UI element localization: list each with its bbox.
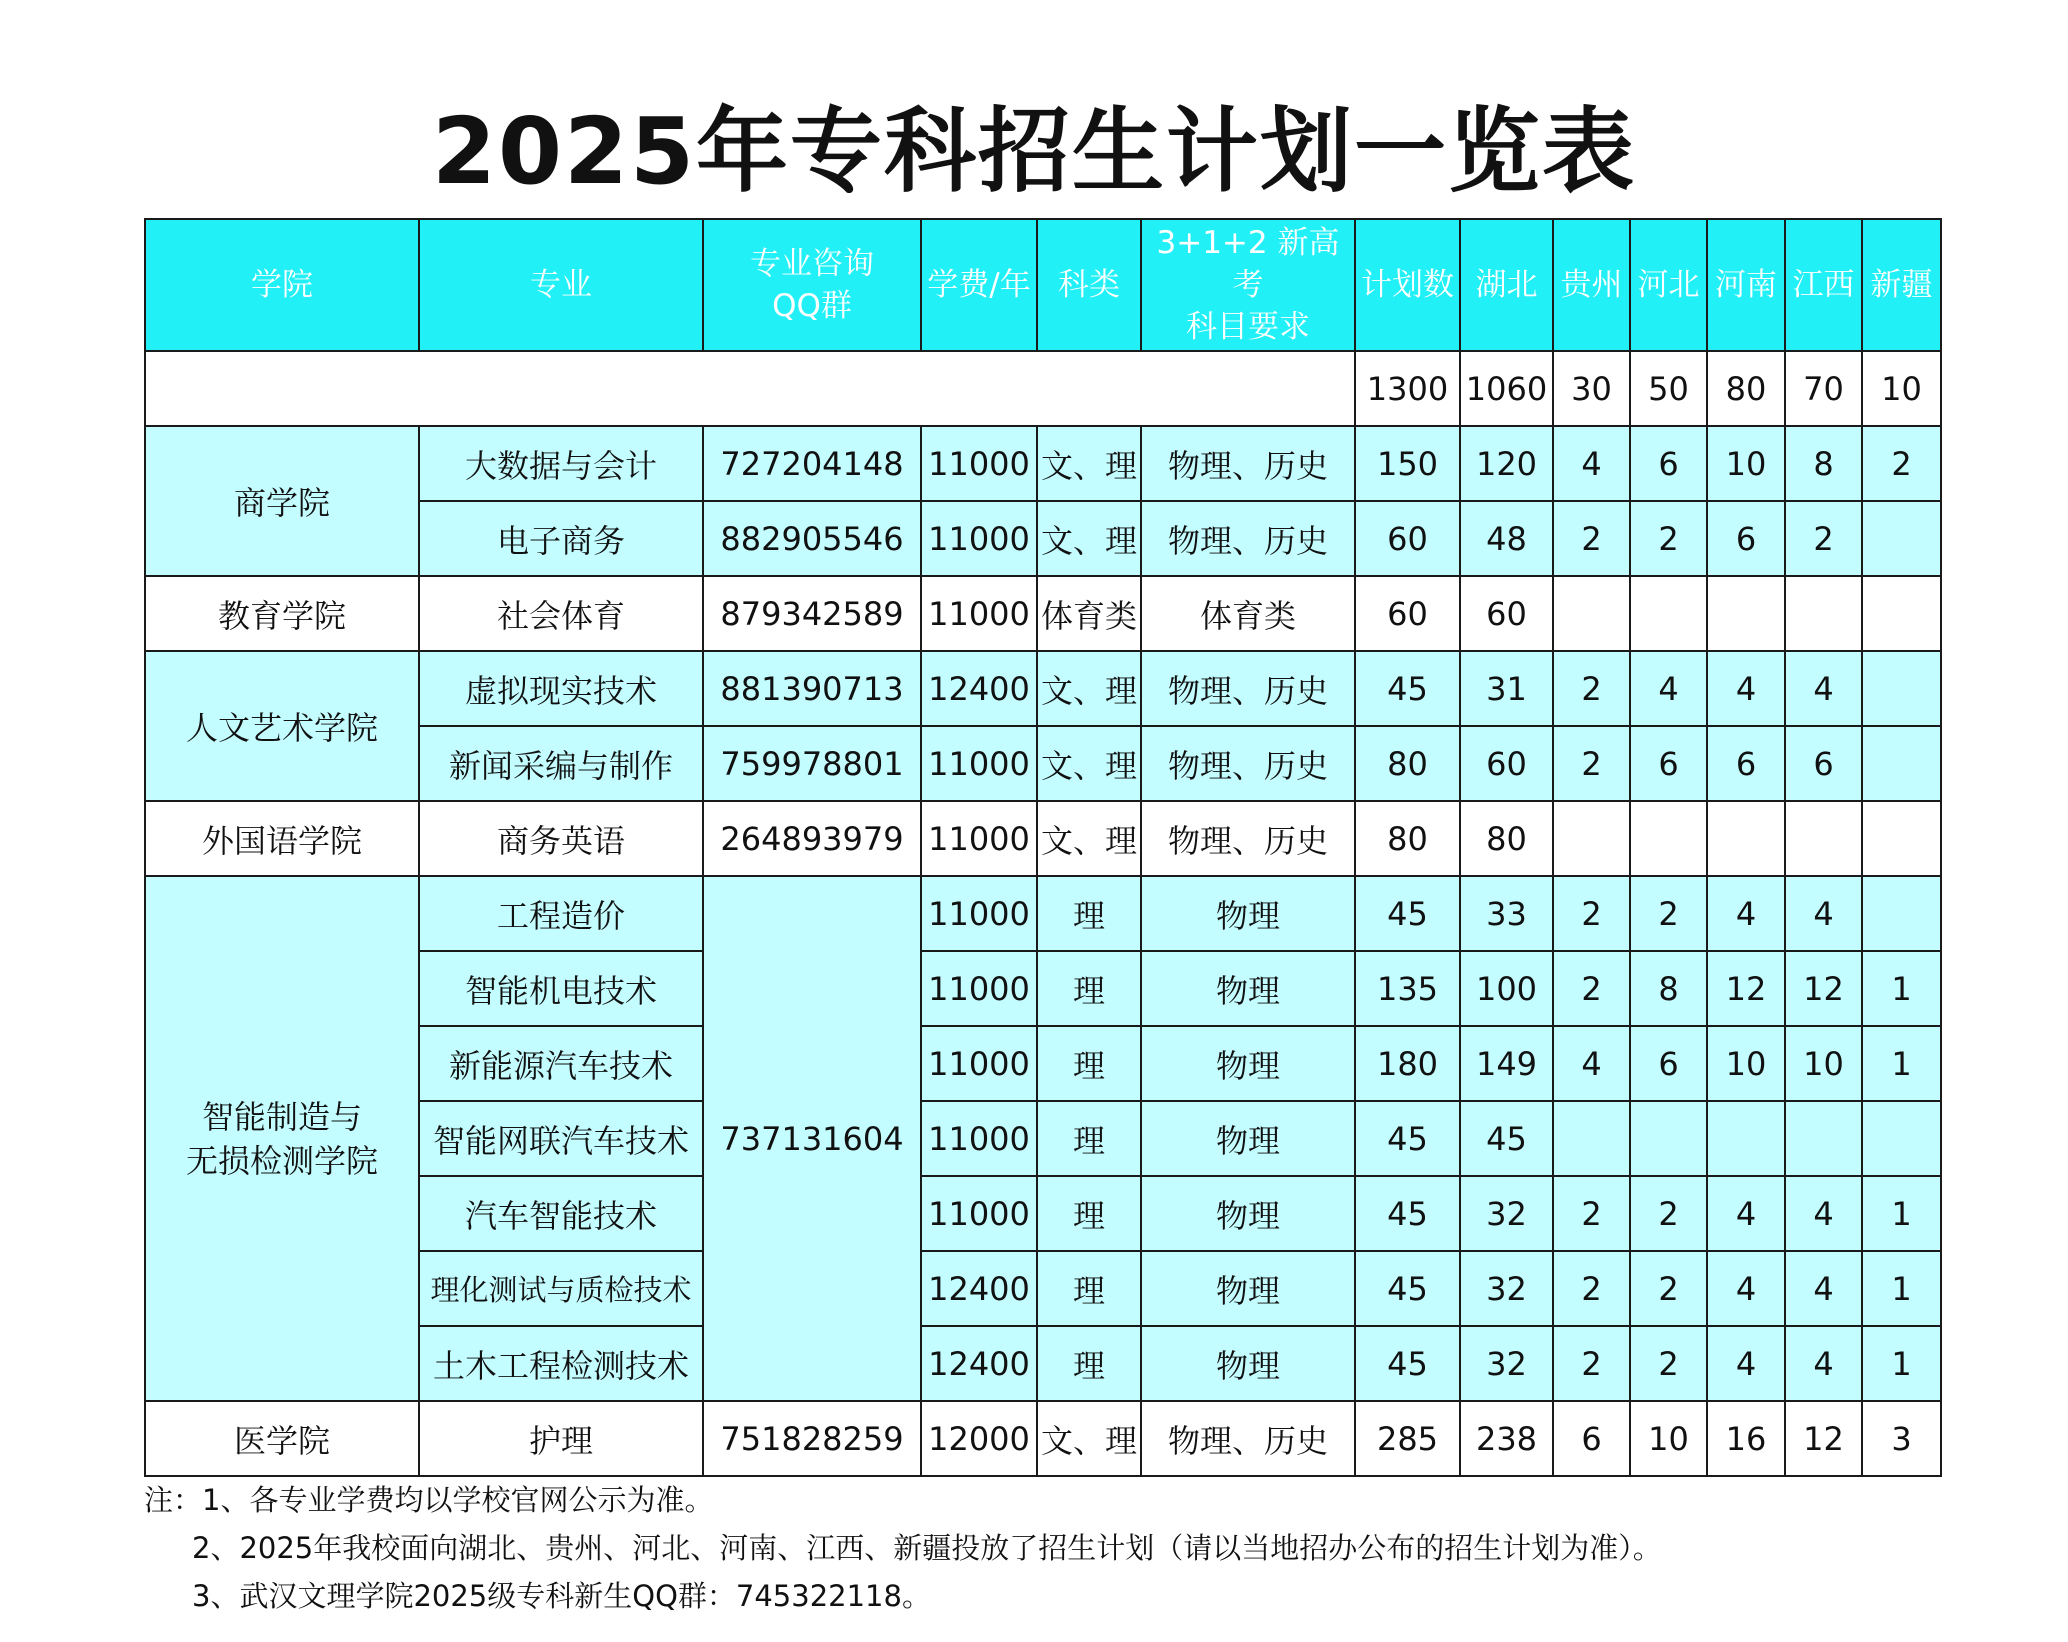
category-cell: 理 (1037, 876, 1141, 951)
hubei-cell: 60 (1460, 726, 1553, 801)
hubei-cell: 80 (1460, 801, 1553, 876)
header-guizhou: 贵州 (1553, 219, 1630, 351)
xinjiang-cell (1862, 801, 1941, 876)
header-qq: 专业咨询 QQ群 (703, 219, 921, 351)
total-hubei: 1060 (1460, 351, 1553, 426)
plan-cell: 45 (1355, 1101, 1460, 1176)
header-tuition: 学费/年 (921, 219, 1037, 351)
xinjiang-cell: 3 (1862, 1401, 1941, 1476)
total-guizhou: 30 (1553, 351, 1630, 426)
guizhou-cell (1553, 576, 1630, 651)
guizhou-cell: 2 (1553, 951, 1630, 1026)
qq-cell: 882905546 (703, 501, 921, 576)
hebei-cell: 6 (1630, 426, 1707, 501)
hubei-cell: 120 (1460, 426, 1553, 501)
hubei-cell: 60 (1460, 576, 1553, 651)
henan-cell (1707, 1101, 1785, 1176)
hubei-cell: 48 (1460, 501, 1553, 576)
hubei-cell: 32 (1460, 1176, 1553, 1251)
tuition-cell: 11000 (921, 576, 1037, 651)
plan-cell: 80 (1355, 726, 1460, 801)
subject-req-cell: 物理 (1141, 951, 1355, 1026)
henan-cell: 4 (1707, 1251, 1785, 1326)
henan-cell: 6 (1707, 726, 1785, 801)
major-cell: 虚拟现实技术 (419, 651, 703, 726)
hebei-cell (1630, 1101, 1707, 1176)
xinjiang-cell (1862, 876, 1941, 951)
tuition-cell: 11000 (921, 801, 1037, 876)
subject-req-cell: 物理 (1141, 1176, 1355, 1251)
henan-cell: 10 (1707, 1026, 1785, 1101)
hebei-cell: 6 (1630, 1026, 1707, 1101)
henan-cell: 4 (1707, 1176, 1785, 1251)
college-cell: 人文艺术学院 (145, 651, 419, 801)
header-major: 专业 (419, 219, 703, 351)
jiangxi-cell (1785, 1101, 1862, 1176)
header-subject-req: 3+1+2 新高考 科目要求 (1141, 219, 1355, 351)
subject-req-cell: 物理、历史 (1141, 651, 1355, 726)
qq-cell: 879342589 (703, 576, 921, 651)
henan-cell: 12 (1707, 951, 1785, 1026)
henan-cell: 4 (1707, 1326, 1785, 1401)
plan-cell: 150 (1355, 426, 1460, 501)
jiangxi-cell: 6 (1785, 726, 1862, 801)
guizhou-cell: 4 (1553, 426, 1630, 501)
xinjiang-cell (1862, 726, 1941, 801)
guizhou-cell: 2 (1553, 651, 1630, 726)
hubei-cell: 32 (1460, 1326, 1553, 1401)
category-cell: 理 (1037, 1026, 1141, 1101)
category-cell: 文、理 (1037, 501, 1141, 576)
plan-cell: 80 (1355, 801, 1460, 876)
hebei-cell: 2 (1630, 1251, 1707, 1326)
hebei-cell: 8 (1630, 951, 1707, 1026)
college-cell: 医学院 (145, 1401, 419, 1476)
qq-cell: 751828259 (703, 1401, 921, 1476)
major-cell: 电子商务 (419, 501, 703, 576)
category-cell: 体育类 (1037, 576, 1141, 651)
tuition-cell: 12400 (921, 651, 1037, 726)
guizhou-cell: 2 (1553, 1176, 1630, 1251)
major-cell: 护理 (419, 1401, 703, 1476)
henan-cell (1707, 801, 1785, 876)
hebei-cell: 2 (1630, 876, 1707, 951)
major-cell: 新闻采编与制作 (419, 726, 703, 801)
jiangxi-cell: 4 (1785, 1326, 1862, 1401)
category-cell: 文、理 (1037, 726, 1141, 801)
hubei-cell: 31 (1460, 651, 1553, 726)
category-cell: 文、理 (1037, 801, 1141, 876)
subject-req-cell: 物理、历史 (1141, 726, 1355, 801)
total-hebei: 50 (1630, 351, 1707, 426)
plan-cell: 180 (1355, 1026, 1460, 1101)
hebei-cell: 2 (1630, 501, 1707, 576)
table-row (145, 1401, 1941, 1476)
major-cell: 新能源汽车技术 (419, 1026, 703, 1101)
guizhou-cell (1553, 1101, 1630, 1176)
xinjiang-cell (1862, 576, 1941, 651)
header-category: 科类 (1037, 219, 1141, 351)
tuition-cell: 11000 (921, 1101, 1037, 1176)
henan-cell: 4 (1707, 876, 1785, 951)
major-cell: 智能机电技术 (419, 951, 703, 1026)
guizhou-cell: 2 (1553, 501, 1630, 576)
subject-req-cell: 物理、历史 (1141, 1401, 1355, 1476)
qq-cell: 759978801 (703, 726, 921, 801)
tuition-cell: 11000 (921, 951, 1037, 1026)
qq-cell: 881390713 (703, 651, 921, 726)
xinjiang-cell (1862, 501, 1941, 576)
hebei-cell: 2 (1630, 1176, 1707, 1251)
category-cell: 理 (1037, 951, 1141, 1026)
tuition-cell: 12000 (921, 1401, 1037, 1476)
tuition-cell: 12400 (921, 1326, 1037, 1401)
total-jiangxi: 70 (1785, 351, 1862, 426)
hubei-cell: 33 (1460, 876, 1553, 951)
qq-cell: 727204148 (703, 426, 921, 501)
total-henan: 80 (1707, 351, 1785, 426)
plan-cell: 135 (1355, 951, 1460, 1026)
guizhou-cell: 6 (1553, 1401, 1630, 1476)
jiangxi-cell: 2 (1785, 501, 1862, 576)
xinjiang-cell: 1 (1862, 1326, 1941, 1401)
hebei-cell: 2 (1630, 1326, 1707, 1401)
guizhou-cell: 2 (1553, 876, 1630, 951)
hubei-cell: 45 (1460, 1101, 1553, 1176)
subject-req-cell: 物理 (1141, 876, 1355, 951)
henan-cell: 16 (1707, 1401, 1785, 1476)
table-row (145, 576, 1941, 651)
henan-cell: 4 (1707, 651, 1785, 726)
major-cell: 工程造价 (419, 876, 703, 951)
note-3: 3、武汉文理学院2025级专科新生QQ群：745322118。 (192, 1579, 931, 1613)
xinjiang-cell (1862, 651, 1941, 726)
tuition-cell: 11000 (921, 876, 1037, 951)
hebei-cell: 6 (1630, 726, 1707, 801)
hubei-cell: 32 (1460, 1251, 1553, 1326)
subject-req-cell: 物理 (1141, 1326, 1355, 1401)
subject-req-cell: 体育类 (1141, 576, 1355, 651)
xinjiang-cell: 1 (1862, 951, 1941, 1026)
subject-req-cell: 物理 (1141, 1101, 1355, 1176)
category-cell: 理 (1037, 1326, 1141, 1401)
hebei-cell (1630, 801, 1707, 876)
major-cell: 土木工程检测技术 (419, 1326, 703, 1401)
category-cell: 文、理 (1037, 651, 1141, 726)
plan-cell: 45 (1355, 876, 1460, 951)
major-cell: 商务英语 (419, 801, 703, 876)
category-cell: 文、理 (1037, 426, 1141, 501)
page-title: 2025年专科招生计划一览表 (431, 98, 1637, 205)
henan-cell: 10 (1707, 426, 1785, 501)
hubei-cell: 100 (1460, 951, 1553, 1026)
tuition-cell: 11000 (921, 726, 1037, 801)
table-row (145, 426, 1941, 501)
plan-cell: 60 (1355, 501, 1460, 576)
jiangxi-cell: 10 (1785, 1026, 1862, 1101)
college-cell: 教育学院 (145, 576, 419, 651)
xinjiang-cell: 1 (1862, 1251, 1941, 1326)
note-1: 注：1、各专业学费均以学校官网公示为准。 (144, 1483, 714, 1517)
header-row (145, 219, 1941, 351)
qq-cell: 264893979 (703, 801, 921, 876)
hubei-cell: 238 (1460, 1401, 1553, 1476)
table-row (145, 801, 1941, 876)
guizhou-cell: 4 (1553, 1026, 1630, 1101)
major-cell: 理化测试与质检技术 (419, 1251, 703, 1326)
subject-req-cell: 物理、历史 (1141, 801, 1355, 876)
jiangxi-cell: 4 (1785, 1251, 1862, 1326)
tuition-cell: 11000 (921, 501, 1037, 576)
guizhou-cell (1553, 801, 1630, 876)
tuition-cell: 11000 (921, 1176, 1037, 1251)
guizhou-cell: 2 (1553, 1326, 1630, 1401)
major-cell: 大数据与会计 (419, 426, 703, 501)
plan-cell: 45 (1355, 1326, 1460, 1401)
college-cell: 商学院 (145, 426, 419, 576)
xinjiang-cell: 1 (1862, 1026, 1941, 1101)
guizhou-cell: 2 (1553, 1251, 1630, 1326)
major-cell: 汽车智能技术 (419, 1176, 703, 1251)
henan-cell: 6 (1707, 501, 1785, 576)
totals-row (145, 351, 1941, 426)
notes (144, 1476, 1662, 1620)
header-jiangxi: 江西 (1785, 219, 1862, 351)
jiangxi-cell: 8 (1785, 426, 1862, 501)
xinjiang-cell: 1 (1862, 1176, 1941, 1251)
jiangxi-cell (1785, 576, 1862, 651)
subject-req-cell: 物理、历史 (1141, 501, 1355, 576)
header-xinjiang: 新疆 (1862, 219, 1941, 351)
total-xinjiang: 10 (1862, 351, 1941, 426)
jiangxi-cell (1785, 801, 1862, 876)
jiangxi-cell: 4 (1785, 1176, 1862, 1251)
category-cell: 文、理 (1037, 1401, 1141, 1476)
note-2: 2、2025年我校面向湖北、贵州、河北、河南、江西、新疆投放了招生计划（请以当地招办公布的招生计划为准）。 (192, 1531, 1662, 1565)
header-henan: 河南 (1707, 219, 1785, 351)
category-cell: 理 (1037, 1101, 1141, 1176)
college-cell: 外国语学院 (145, 801, 419, 876)
tuition-cell: 11000 (921, 1026, 1037, 1101)
hebei-cell (1630, 576, 1707, 651)
header-college: 学院 (145, 219, 419, 351)
plan-cell: 45 (1355, 1176, 1460, 1251)
header-hebei: 河北 (1630, 219, 1707, 351)
qq-cell: 737131604 (703, 876, 921, 1401)
jiangxi-cell: 12 (1785, 951, 1862, 1026)
jiangxi-cell: 12 (1785, 1401, 1862, 1476)
xinjiang-cell: 2 (1862, 426, 1941, 501)
henan-cell (1707, 576, 1785, 651)
table-row (145, 651, 1941, 726)
jiangxi-cell: 4 (1785, 876, 1862, 951)
header-plan: 计划数 (1355, 219, 1460, 351)
subject-req-cell: 物理 (1141, 1026, 1355, 1101)
header-hubei: 湖北 (1460, 219, 1553, 351)
subject-req-cell: 物理 (1141, 1251, 1355, 1326)
guizhou-cell: 2 (1553, 726, 1630, 801)
table-row (145, 876, 1941, 951)
major-cell: 智能网联汽车技术 (419, 1101, 703, 1176)
tuition-cell: 11000 (921, 426, 1037, 501)
hebei-cell: 10 (1630, 1401, 1707, 1476)
hubei-cell: 149 (1460, 1026, 1553, 1101)
plan-cell: 45 (1355, 1251, 1460, 1326)
category-cell: 理 (1037, 1176, 1141, 1251)
enrollment-table (144, 218, 1942, 1477)
hebei-cell: 4 (1630, 651, 1707, 726)
xinjiang-cell (1862, 1101, 1941, 1176)
plan-cell: 285 (1355, 1401, 1460, 1476)
plan-cell: 45 (1355, 651, 1460, 726)
subject-req-cell: 物理、历史 (1141, 426, 1355, 501)
category-cell: 理 (1037, 1251, 1141, 1326)
totals-blank-cell (145, 351, 1355, 426)
plan-cell: 60 (1355, 576, 1460, 651)
total-plan: 1300 (1355, 351, 1460, 426)
major-cell: 社会体育 (419, 576, 703, 651)
jiangxi-cell: 4 (1785, 651, 1862, 726)
college-cell: 智能制造与 无损检测学院 (145, 876, 419, 1401)
tuition-cell: 12400 (921, 1251, 1037, 1326)
